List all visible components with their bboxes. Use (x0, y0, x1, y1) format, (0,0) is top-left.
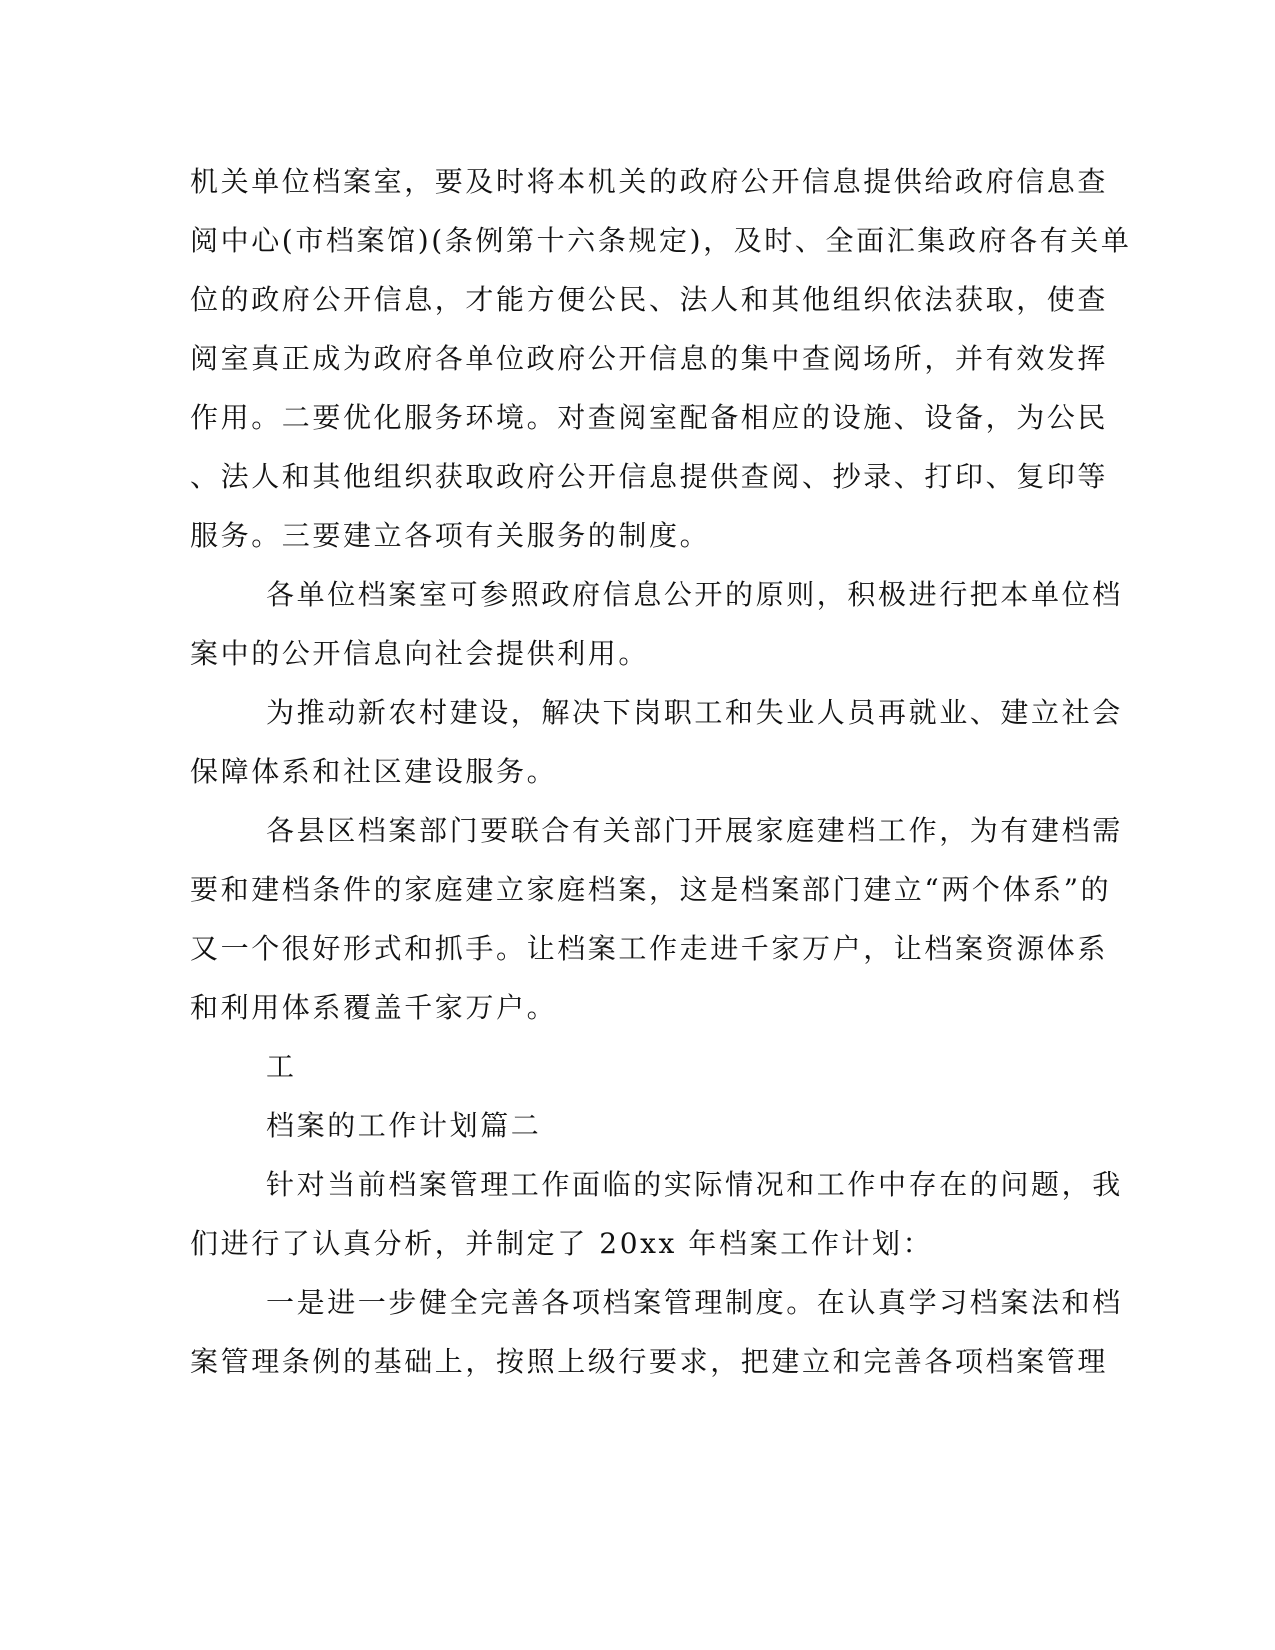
paragraph-first-line: 针对当前档案管理工作面临的实际情况和工作中存在的问题，我 (266, 1168, 1123, 1201)
paragraph-first-line: 为推动新农村建设，解决下岗职工和失业人员再就业、建立社会 (266, 696, 1123, 729)
text-line: 保障体系和社区建设服务。 (190, 755, 558, 788)
fragment-line: 工 (266, 1050, 297, 1083)
paragraph-first-line: 一是进一步健全完善各项档案管理制度。在认真学习档案法和档 (266, 1286, 1123, 1319)
text-line: 作用。二要优化服务环境。对查阅室配备相应的设施、设备，为公民 (190, 401, 1109, 434)
text-line: 服务。三要建立各项有关服务的制度。 (190, 519, 711, 552)
text-line: 阅室真正成为政府各单位政府公开信息的集中查阅场所，并有效发挥 (190, 342, 1109, 375)
text-line: 阅中心(市档案馆)(条例第十六条规定)，及时、全面汇集政府各有关单 (190, 224, 1132, 257)
text-line: 机关单位档案室，要及时将本机关的政府公开信息提供给政府信息查 (190, 165, 1109, 198)
text-line: 要和建档条件的家庭建立家庭档案，这是档案部门建立“两个体系”的 (190, 873, 1112, 906)
text-line: 、法人和其他组织获取政府公开信息提供查阅、抄录、打印、复印等 (190, 460, 1109, 493)
section-heading: 档案的工作计划篇二 (266, 1109, 542, 1142)
paragraph-first-line: 各县区档案部门要联合有关部门开展家庭建档工作，为有建档需 (266, 814, 1123, 847)
text-line: 又一个很好形式和抓手。让档案工作走进千家万户，让档案资源体系 (190, 932, 1109, 965)
text-line: 案中的公开信息向社会提供利用。 (190, 637, 650, 670)
text-line: 们进行了认真分析，并制定了 20xx 年档案工作计划： (190, 1227, 934, 1260)
paragraph-first-line: 各单位档案室可参照政府信息公开的原则，积极进行把本单位档 (266, 578, 1123, 611)
text-line: 案管理条例的基础上，按照上级行要求，把建立和完善各项档案管理 (190, 1345, 1109, 1378)
text-line: 和利用体系覆盖千家万户。 (190, 991, 558, 1024)
text-line: 位的政府公开信息，才能方便公民、法人和其他组织依法获取，使查 (190, 283, 1109, 316)
